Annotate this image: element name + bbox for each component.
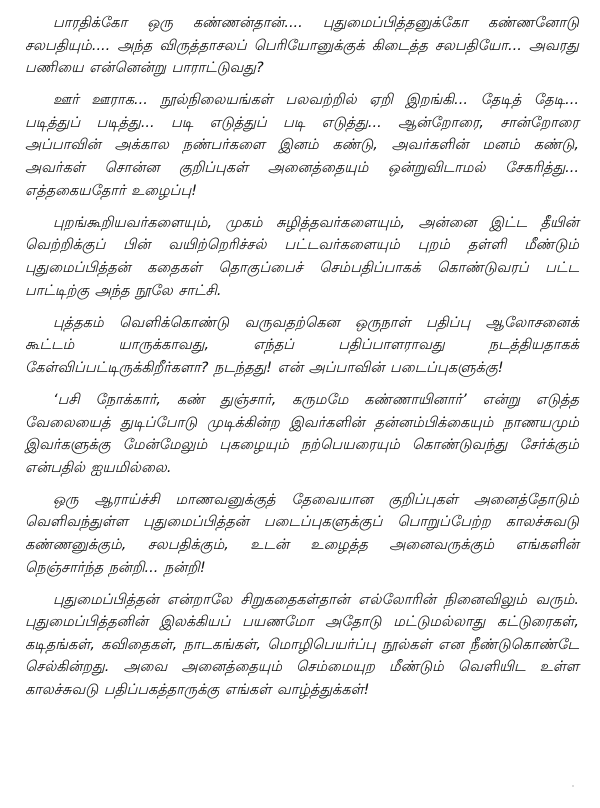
paragraph-6: ஒரு ஆராய்ச்சி மாணவனுக்குத் தேவையான குறிப்புகள் அனைத்தோடும் வெளிவந்துள்ள புதுமைப்பித்தன் படைப்புகளுக்குப் பொறுப்பேற்ற காலச்சுவடு கண்ணனுக்கும், சலபதிக்கும், உடன் உழைத்த அனைவருக்கும் எங்களின் நெஞ்சார்ந்த நன்றி... நன்றி! [25,491,579,576]
paragraph-4: புத்தகம் வெளிக்கொண்டு வருவதற்கென ஒருநாள் பதிப்பு ஆலோசனைக் கூட்டம் யாருக்காவது, எந்தப் பதிப்பாளராவது நடத்தியதாகக் கேள்விப்பட்டிருக்கிறீர்களா? நடந்தது! என் அப்பாவின் படைப்புகளுக்கு! [25,314,579,376]
paragraph-1: பாரதிக்கோ ஒரு கண்ணன்தான்.... புதுமைப்பித்தனுக்கோ கண்ணனோடு சலபதியும்.... அந்த விருத்தாசலப் பெரியோனுக்குக் கிடைத்த சலபதியோ... அவரது பணியை என்னென்று பாராட்டுவது? [25,15,579,77]
paragraph-2: ஊர் ஊராக... நூல்நிலையங்கள் பலவற்றில் ஏறி இறங்கி... தேடித் தேடி... படித்துப் படித்து... படி எடுத்துப் படி எடுத்து... ஆன்றோரை, சான்றோரை அப்பாவின் அக்கால நண்பர்களை இனம் கண்டு, அவர்களின் மனம் கண்டு, அவர்கள் சொன்ன குறிப்புகள் அனைத்தையும் ஒன்றுவிடாமல் சேகரித்து... எத்தகையதோர் உழைப்பு! [25,92,579,199]
paragraph-5: ‘பசி நோக்கார், கண் துஞ்சார், கருமமே கண்ணாயினார்’ என்று எடுத்த வேலையைத் துடிப்போடு முடிக்கின்ற இவர்களின் தன்னம்பிக்கையும் நாணயமும் இவர்களுக்கு மேன்மேலும் புகழையும் நற்பெயரையும் கொண்டுவந்து சேர்க்கும் என்பதில் ஐயமில்லை. [25,391,579,476]
paragraph-3: புறங்கூறியவர்களையும், முகம் சுழித்தவர்களையும், அன்னை இட்ட தீயின் வெற்றிக்குப் பின் வயிற்றெரிச்சல் பட்டவர்களையும் புறம் தள்ளி மீண்டும் புதுமைப்பித்தன் கதைகள் தொகுப்பைச் செம்பதிப்பாகக் கொண்டுவரப் பட்ட பாட்டிற்கு அந்த நூலே சாட்சி. [25,214,579,299]
paragraph-7: புதுமைப்பித்தன் என்றாலே சிறுகதைகள்தான் எல்லோரின் நினைவிலும் வரும். புதுமைப்பித்தனின் இலக்கியப் பயணமோ அதோடு மட்டுமல்லாது கட்டுரைகள், கடிதங்கள், கவிதைகள், நாடகங்கள், மொழிபெயர்ப்பு நூல்கள் என நீண்டுகொண்டே செல்கின்றது. அவை அனைத்தையும் செம்மையுற மீண்டும் வெளியிட உள்ள காலச்சுவடு பதிப்பகத்தாருக்கு எங்கள் வாழ்த்துக்கள்! [25,591,579,699]
document-page [25,12,579,711]
scan-speck [572,785,574,787]
